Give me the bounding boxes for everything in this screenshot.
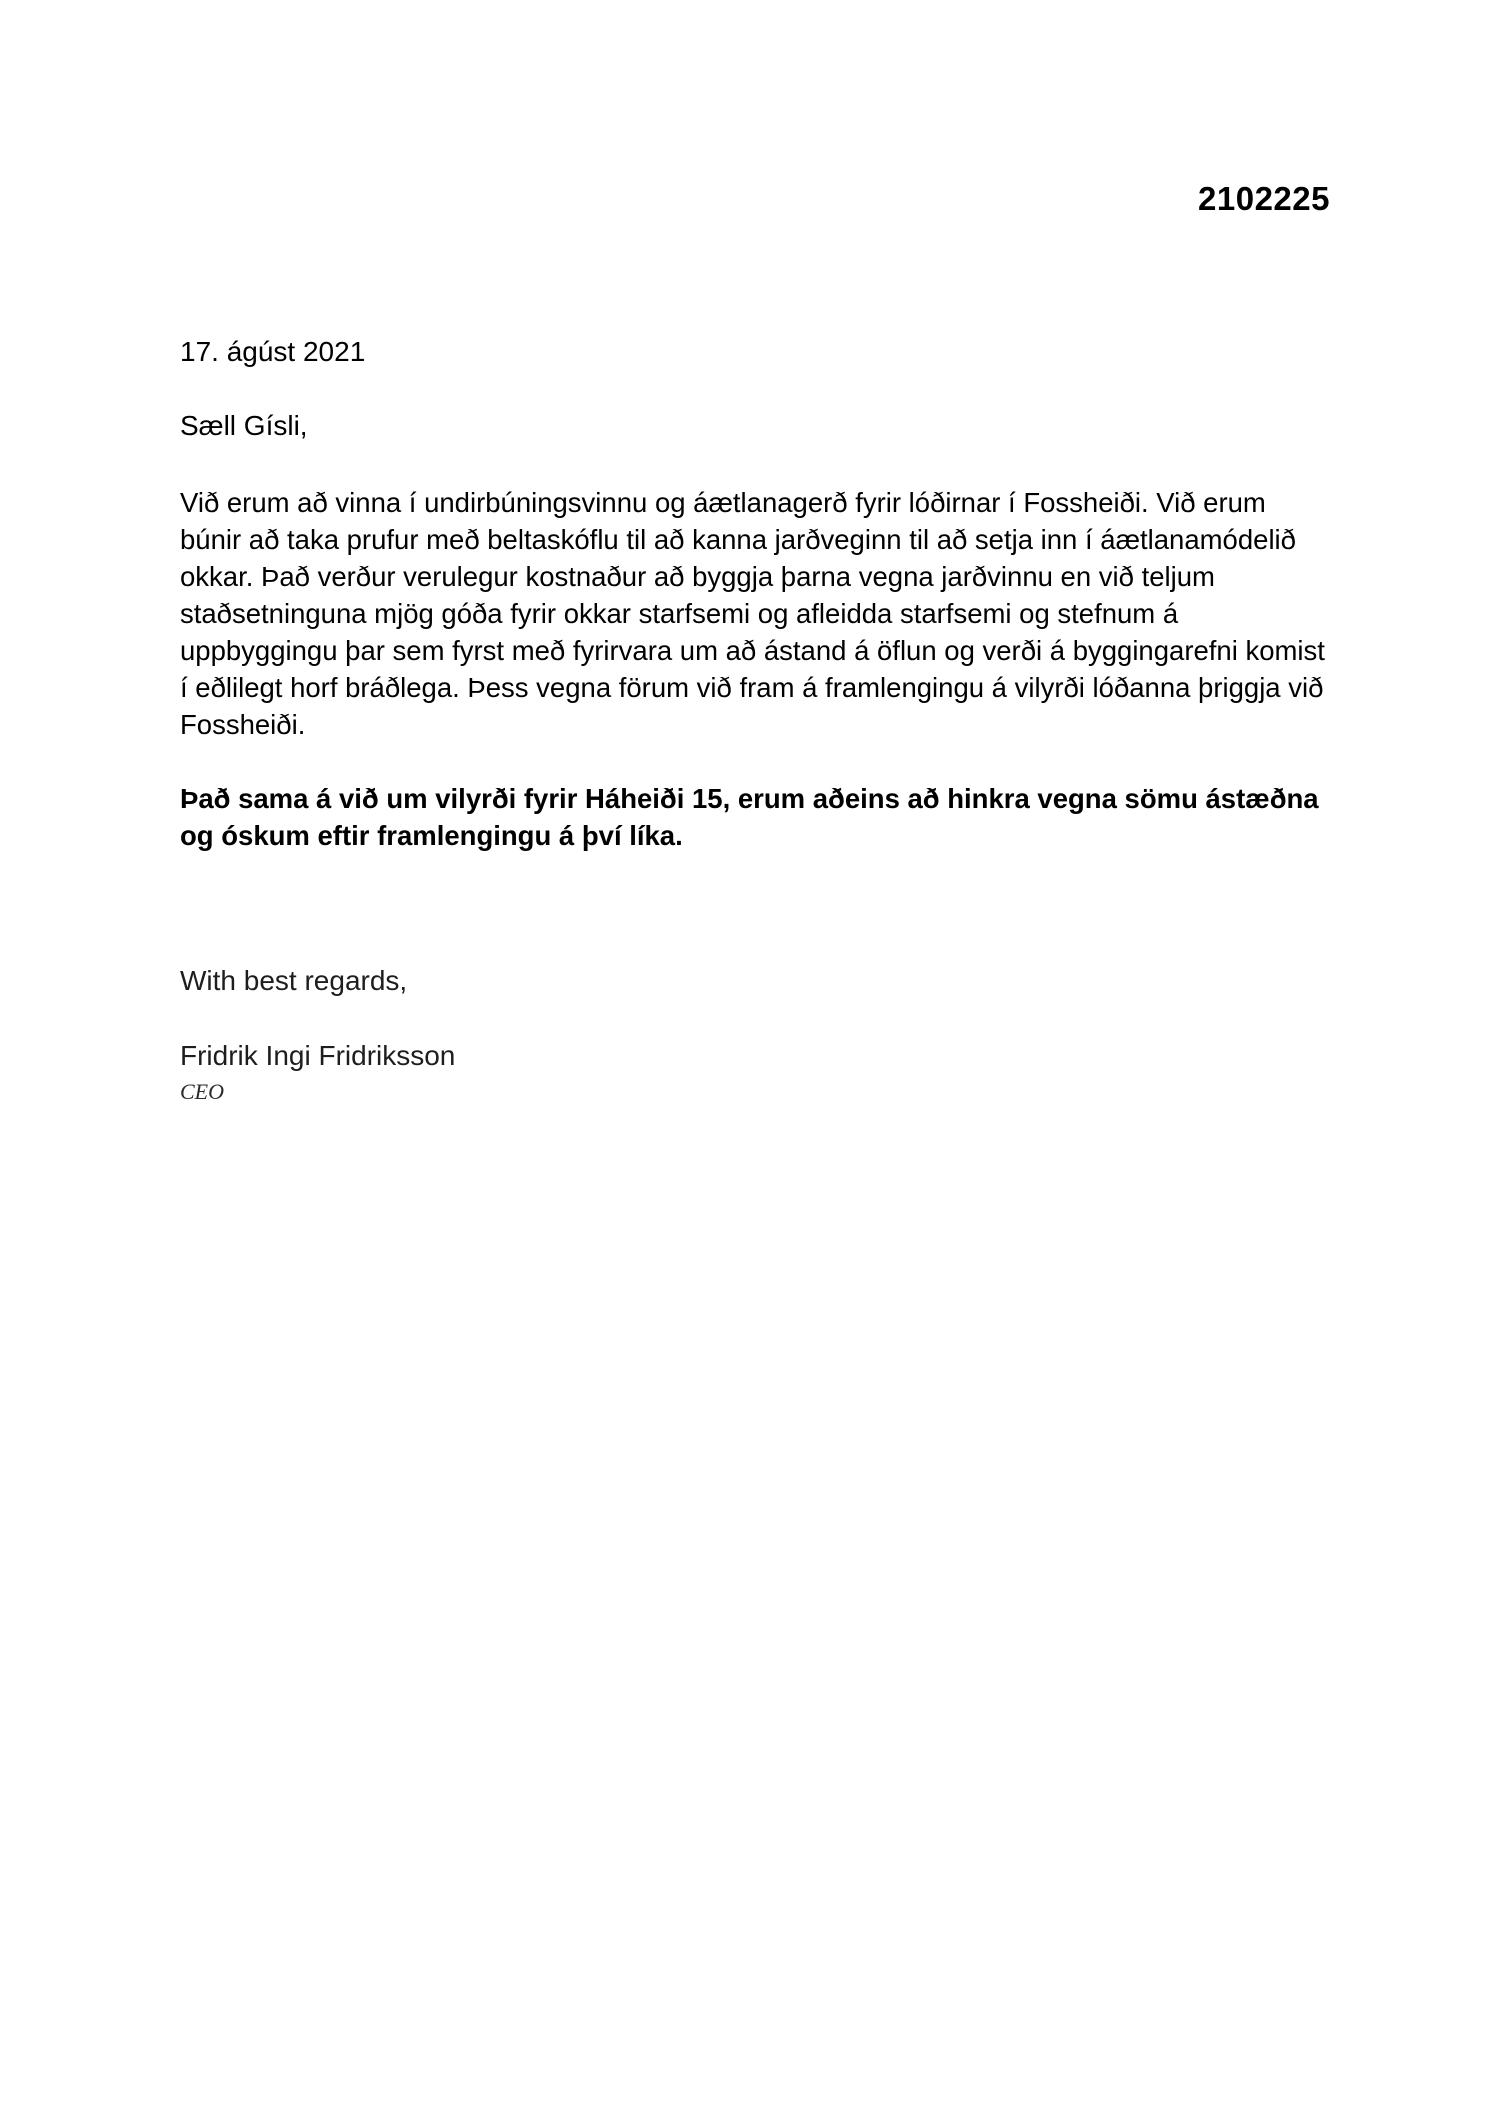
closing-line: With best regards,: [180, 965, 408, 996]
letter-date: 17. ágúst 2021: [180, 336, 366, 367]
signer-name: Fridrik Ingi Fridriksson: [180, 1040, 456, 1071]
greeting: Sæll Gísli,: [180, 410, 308, 441]
reference-number: 2102225: [1198, 180, 1330, 217]
bold-paragraph: Það sama á við um vilyrði fyrir Háheiði 15, erum aðeins að hinkra vegna sömu ástæðna og óskum eftir framlengingu á því líka.: [180, 783, 1319, 851]
signer-title: CEO: [180, 1079, 224, 1104]
body-paragraph: Við erum að vinna í undirbúningsvinnu og áætlanagerð fyrir lóðirnar í Fossheiði. Við erum búnir að taka prufur með beltaskóflu til að kanna jarðveginn til að setja inn í áætlanamódelið okkar. Það verður verulegur kostnaður að byggja þarna vegna jarðvinnu en við teljum staðsetninguna mjög góða fyrir okkar starfsemi og afleidda starfsemi og stefnum á uppbyggingu þar sem fyrst með fyrirvara um að ástand á öflun og verði á byggingarefni komist í eðlilegt horf bráðlega. Þess vegna förum við fram á framlengingu á vilyrði lóðanna þriggja við Fossheiði.: [180, 487, 1325, 740]
